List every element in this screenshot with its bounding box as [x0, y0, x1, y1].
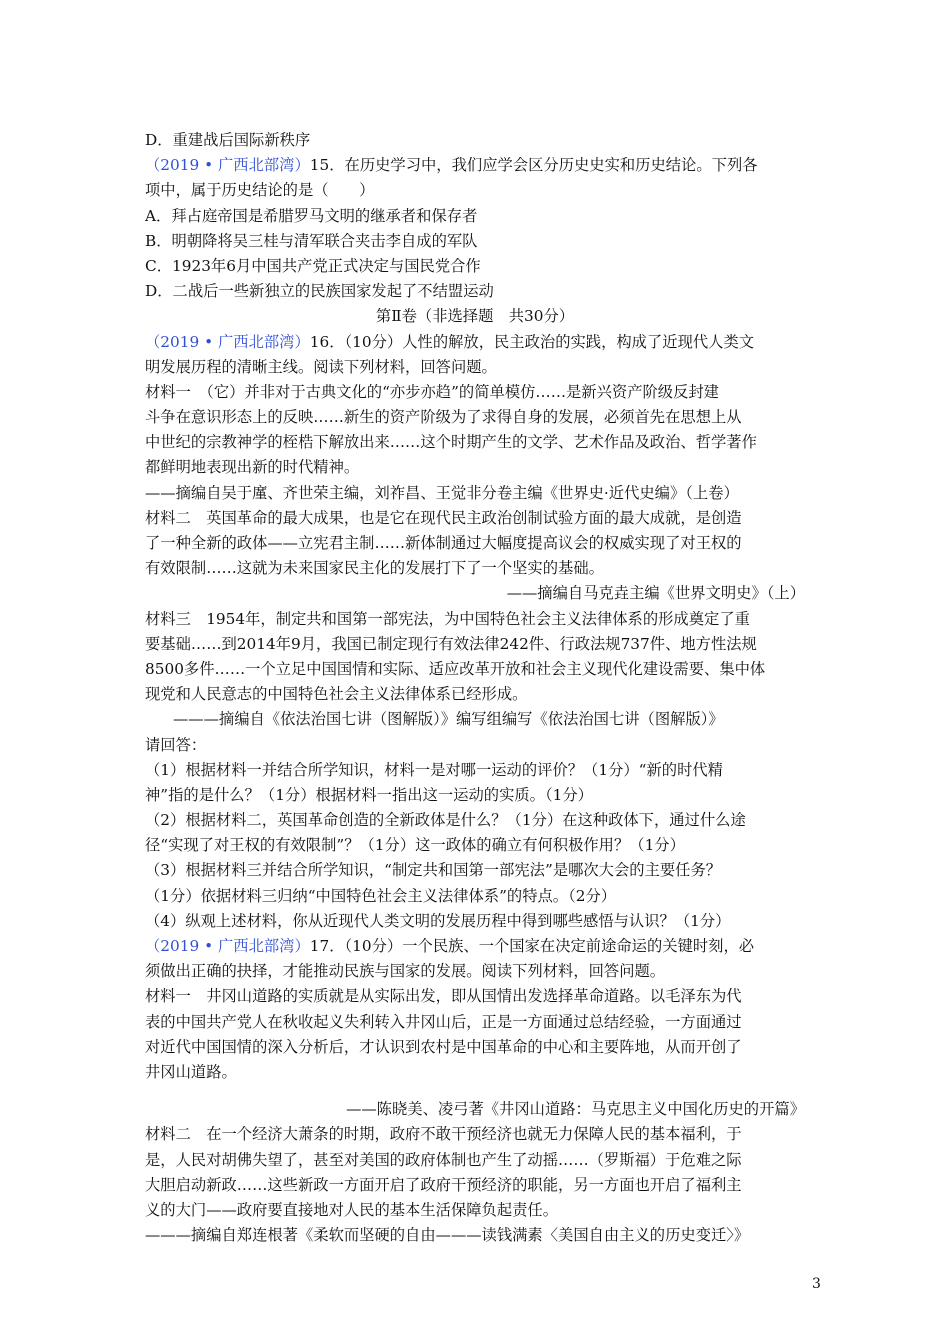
q16-prompt: 请回答： — [145, 735, 207, 754]
q16-question-line: 径“实现了对王权的有效限制”？（1分）这一政体的确立有何积极作用？（1分） — [145, 836, 685, 855]
q17-material1-line: 对近代中国国情的深入分析后，才认识到农村是中国革命的中心和主要阵地，从而开创了 — [145, 1037, 742, 1056]
q17-material1-line: 井冈山道路。 — [145, 1062, 237, 1081]
q16-question-line: 神”指的是什么？（1分）根据材料一指出这一运动的实质。（1分） — [145, 785, 593, 804]
q15-option-b: B．明朝降将吴三桂与清军联合夹击李自成的军队 — [145, 231, 478, 250]
q16-material2-line: 材料二 英国革命的最大成果，也是它在现代民主政治创制试验方面的最大成就，是创造 — [145, 508, 742, 527]
spacer — [145, 1085, 805, 1097]
q16-question-line: （2）根据材料二，英国革命创造的全新政体是什么？（1分）在这种政体下，通过什么途 — [145, 811, 746, 830]
q16-material2-line: 了一种全新的政体——立宪君主制……新体制通过大幅度提高议会的权威实现了对王权的 — [145, 534, 742, 552]
q16-material3-line: 8500多件……一个立足中国国情和实际、适应改革开放和社会主义现代化建设需要、集中体 — [145, 659, 766, 678]
page-content — [145, 128, 805, 1248]
q15-option-a: A．拜占庭帝国是希腊罗马文明的继承者和保存者 — [145, 206, 478, 225]
q16-material1-line: 斗争在意识形态上的反映……新生的资产阶级为了求得自身的发展，必须首先在思想上从 — [145, 408, 742, 427]
q16-stem-line1: （2019 • 广西北部湾）16．（10分）人性的解放，民主政治的实践，构成了近现代人类文 — [145, 332, 755, 351]
section-title: 第Ⅱ卷（非选择题 共30分） — [375, 307, 575, 326]
q16-question-line: （1分）依据材料三归纳“中国特色社会主义法律体系”的特点。（2分） — [145, 886, 617, 905]
q15-option-d: D．二战后一些新独立的民族国家发起了不结盟运动 — [145, 282, 494, 301]
q16-material1-line: 中世纪的宗教神学的桎梏下解放出来……这个时期产生的文学、艺术作品及政治、哲学著作 — [145, 433, 757, 452]
q16-material3-line: 要基础……到2014年9月，我国已制定现行有效法律242件、行政法规737件、地方性法规 — [145, 634, 757, 653]
q17-material2-line: 大胆启动新政……这些新政一方面开启了政府干预经济的职能，另一方面也开启了福利主 — [145, 1175, 742, 1194]
q16-material1-line: 材料一 （它）并非对于古典文化的“亦步亦趋”的简单模仿……是新兴资产阶级反封建 — [145, 382, 719, 401]
q17-stem-line1: （2019 • 广西北部湾）17．（10分）一个民族、一个国家在决定前途命运的关键时刻，必 — [145, 937, 755, 955]
q14-option-d: D．重建战后国际新秩序 — [145, 131, 311, 149]
page-number: 3 — [812, 1276, 821, 1292]
q16-question-line: （3）根据材料三并结合所学知识，“制定共和国第一部宪法”是哪次大会的主要任务？ — [145, 861, 722, 880]
q16-stem-line2: 明发展历程的清晰主线。阅读下列材料，回答问题。 — [145, 357, 497, 376]
q16-material2-line: 有效限制……这就为未来国家民主化的发展打下了一个坚实的基础。 — [145, 559, 604, 578]
q17-material2-line: 材料二 在一个经济大萧条的时期，政府不敢干预经济也就无力保障人民的基本福利，于 — [145, 1125, 742, 1144]
q16-source: （2019 • 广西北部湾） — [145, 332, 310, 351]
q15-source: （2019 • 广西北部湾） — [145, 156, 310, 175]
q17-material2-line: 是，人民对胡佛失望了，甚至对美国的政府体制也产生了动摇……（罗斯福）于危难之际 — [145, 1150, 742, 1169]
q16-material1-line: 都鲜明地表现出新的时代精神。 — [145, 458, 360, 477]
q15-stem-line2: 项中，属于历史结论的是（ ） — [145, 181, 375, 200]
q15-stem-line1: （2019 • 广西北部湾）15．在历史学习中，我们应学会区分历史史实和历史结论。下列各 — [145, 156, 758, 175]
q16-material2-citation: ——摘编自马克垚主编《世界文明史》（上） — [506, 584, 805, 603]
q16-question-line: （1）根据材料一并结合所学知识，材料一是对哪一运动的评价？（1分）“新的时代精 — [145, 760, 723, 779]
q17-material1-citation: ——陈晓美、凌弓著《井冈山道路：马克思主义中国化历史的开篇》 — [346, 1100, 805, 1119]
q17-source: （2019 • 广西北部湾） — [145, 937, 310, 955]
q17-material1-line: 材料一 井冈山道路的实质就是从实际出发，即从国情出发选择革命道路。以毛泽东为代 — [145, 987, 742, 1006]
q16-material1-citation: ——摘编自吴于廑、齐世荣主编，刘祚昌、王觉非分卷主编《世界史·近代史编》（上卷） — [145, 483, 739, 502]
q17-stem-line2: 须做出正确的抉择，才能推动民族与国家的发展。阅读下列材料，回答问题。 — [145, 962, 666, 981]
q17-material1-line: 表的中国共产党人在秋收起义失利转入井冈山后，正是一方面通过总结经验，一方面通过 — [145, 1012, 742, 1031]
q17-material2-line: 义的大门——政府要直接地对人民的基本生活保障负起责任。 — [145, 1200, 559, 1219]
q16-material3-citation: ———摘编自《依法治国七讲（图解版）》编写组编写《依法治国七讲（图解版）》 — [173, 710, 724, 729]
q15-option-c: C．1923年6月中国共产党正式决定与国民党合作 — [145, 256, 481, 275]
q16-material3-line: 现党和人民意志的中国特色社会主义法律体系已经形成。 — [145, 685, 528, 704]
q16-question-line: （4）纵观上述材料，你从近现代人类文明的发展历程中得到哪些感悟与认识？（1分） — [145, 911, 731, 930]
q16-material3-line: 材料三 1954年，制定共和国第一部宪法，为中国特色社会主义法律体系的形成奠定了重 — [145, 609, 750, 628]
q17-material2-citation: ———摘编自郑连根著《柔软而坚硬的自由———读钱满素〈美国自由主义的历史变迁〉》 — [145, 1226, 750, 1245]
